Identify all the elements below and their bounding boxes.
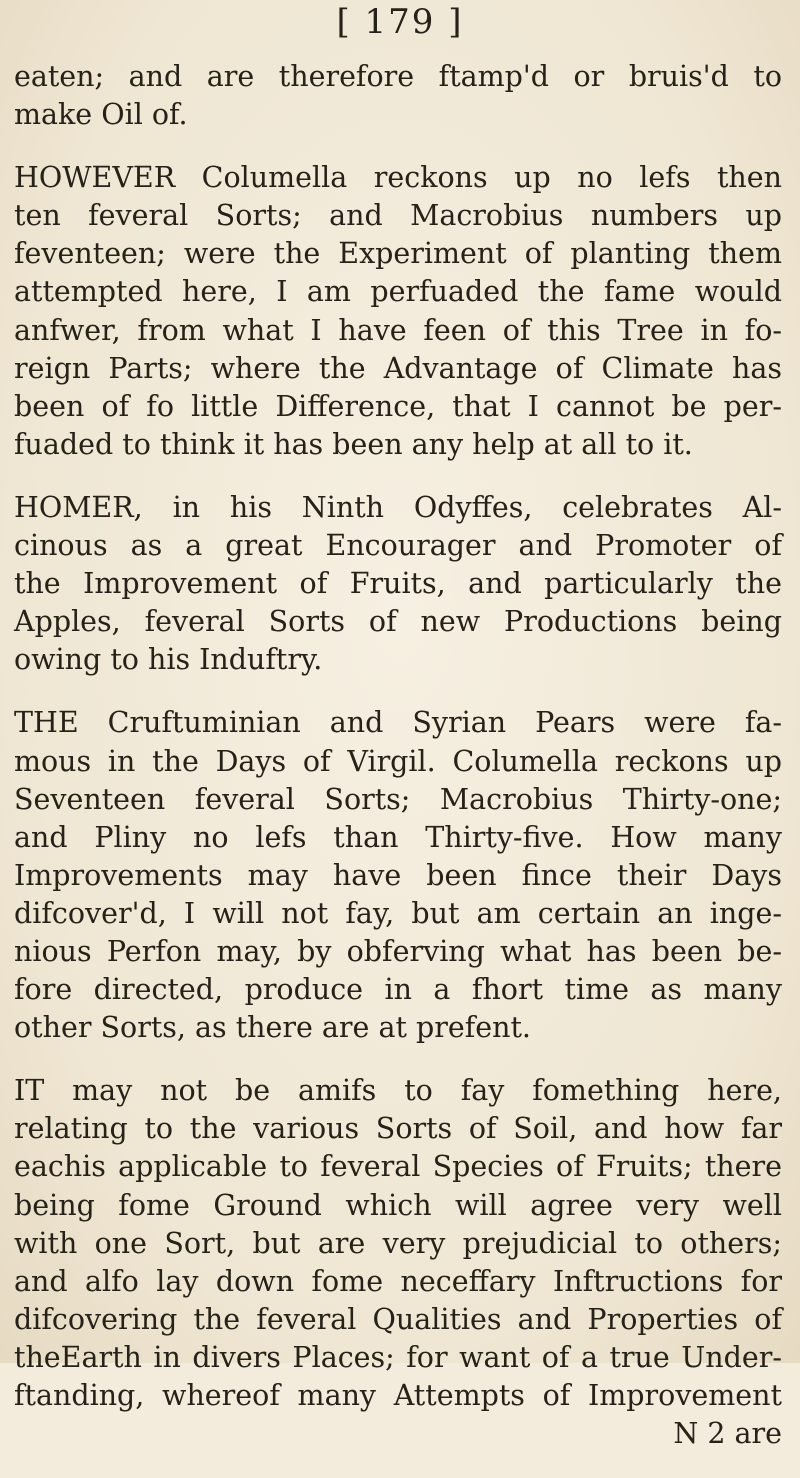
- text-line: THE Cruftuminian and Syrian Pears were fa-: [14, 706, 782, 740]
- text-line: mous in the Days of Virgil. Columella reckons up: [14, 744, 782, 778]
- page-number: [ 179 ]: [336, 2, 464, 42]
- text-line: been of fo little Difference, that I cannot be per-: [14, 389, 782, 423]
- paragraph: [14, 159, 782, 464]
- text-line: cinous as a great Encourager and Promoter of: [14, 529, 782, 563]
- text-line: Apples, feveral Sorts of new Productions being: [14, 605, 782, 639]
- text-line: make Oil of.: [14, 98, 188, 132]
- text-line: the Improvement of Fruits, and particularly the: [14, 567, 782, 601]
- text-line: ftanding, whereof many Attempts of Improvement: [14, 1379, 782, 1412]
- paragraph: [14, 1072, 782, 1453]
- text-line: with one Sort, but are very prejudicial to others;: [14, 1226, 782, 1260]
- text-line: owing to his Induftry.: [14, 643, 323, 677]
- text-line: and alfo lay down fome neceffary Inftructions for: [14, 1264, 782, 1298]
- text-line: difcovering the feveral Qualities and Properties of: [14, 1302, 782, 1336]
- paragraph: [14, 704, 782, 1047]
- text-line: being fome Ground which will agree very well: [14, 1188, 782, 1222]
- text-line: N 2 are: [673, 1417, 782, 1451]
- text-line: Improvements may have been fince their Days: [14, 858, 782, 892]
- text-line: IT may not be amifs to fay fomething here,: [14, 1074, 782, 1108]
- text-line: reign Parts; where the Advantage of Climate has: [14, 351, 782, 385]
- text-line: HOWEVER Columella reckons up no lefs then: [14, 161, 782, 195]
- text-line: HOMER, in his Ninth Odyffes, celebrates Al-: [14, 490, 782, 524]
- text-line: relating to the various Sorts of Soil, and how far: [14, 1112, 782, 1146]
- text-line: attempted here, I am perfuaded the fame would: [14, 275, 782, 309]
- text-line: fore directed, produce in a fhort time as many: [14, 973, 782, 1007]
- text-line: anfwer, from what I have feen of this Tree in fo-: [14, 313, 782, 347]
- text-line: difcover'd, I will not fay, but am certain an inge-: [14, 896, 782, 930]
- text-line: nious Perfon may, by obferving what has been be-: [14, 934, 782, 968]
- text-line: eachis applicable to feveral Species of Fruits; there: [14, 1150, 782, 1184]
- body-text: [14, 58, 782, 1478]
- text-line: theEarth in divers Places; for want of a true Under-: [14, 1340, 782, 1374]
- text-line: ten feveral Sorts; and Macrobius numbers up: [14, 199, 782, 233]
- paragraph: [14, 58, 782, 134]
- paragraph: [14, 489, 782, 679]
- text-line: other Sorts, as there are at prefent.: [14, 1011, 531, 1045]
- text-line: eaten; and are therefore ftamp'd or bruis'd to: [14, 60, 782, 93]
- text-line: Seventeen feveral Sorts; Macrobius Thirty-one;: [14, 782, 782, 816]
- text-line: feventeen; were the Experiment of planting them: [14, 237, 782, 271]
- text-line: fuaded to think it has been any help at all to it.: [14, 427, 693, 461]
- text-line: and Pliny no lefs than Thirty-five. How many: [14, 820, 782, 854]
